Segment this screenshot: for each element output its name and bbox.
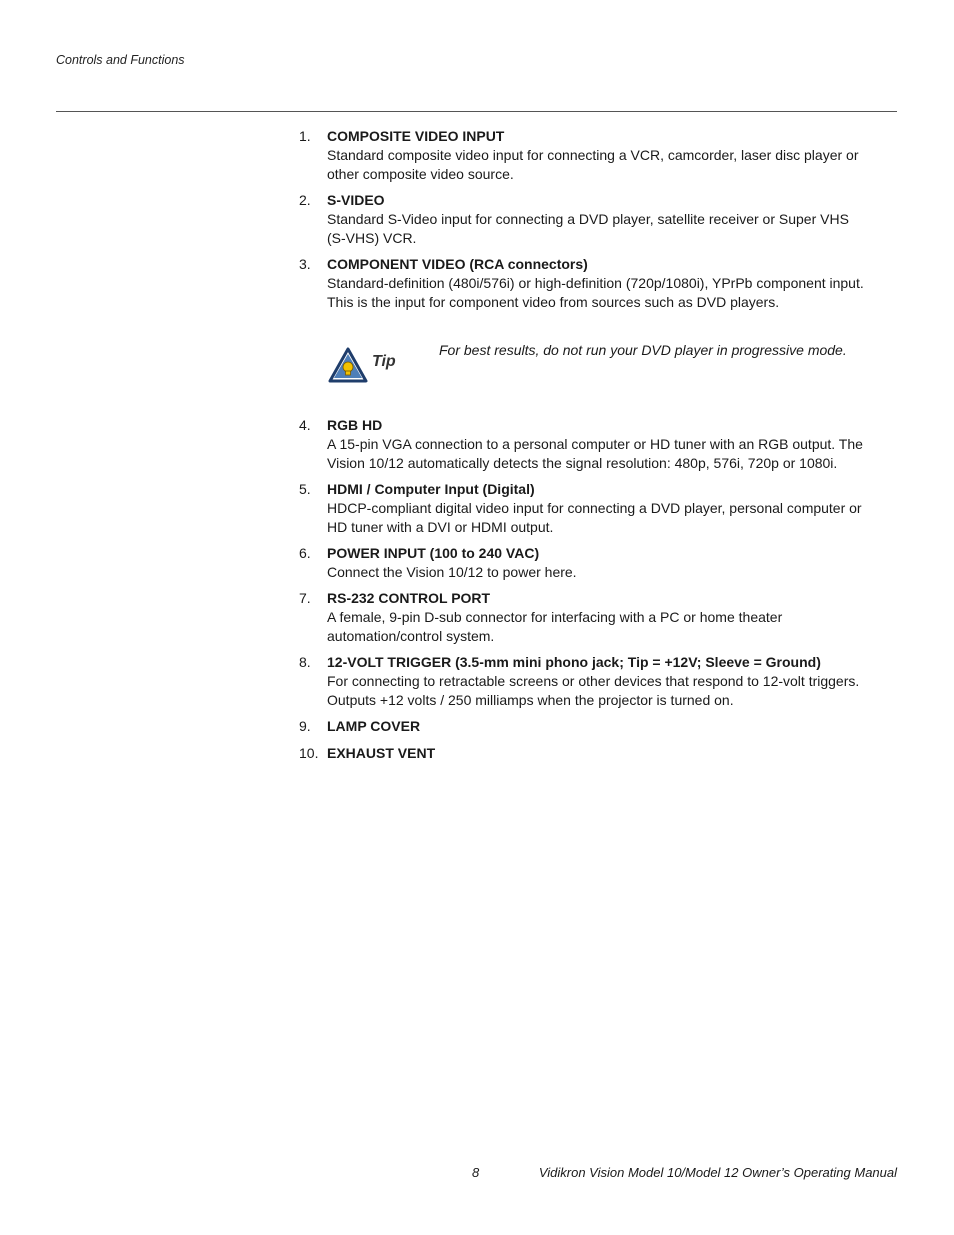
- item-number: 5.: [299, 481, 311, 497]
- item-description: Standard-definition (480i/576i) or high-definition (720p/1080i), YPrPb component input. This is the input for component video from sources such as DVD players.: [327, 275, 864, 310]
- item-title: 12-VOLT TRIGGER (3.5-mm mini phono jack; Tip = +12V; Sleeve = Ground): [327, 654, 821, 670]
- item-description: Standard S-Video input for connecting a DVD player, satellite receiver or Super VHS (S-VHS) VCR.: [327, 211, 849, 246]
- running-header: Controls and Functions: [56, 53, 185, 67]
- item-title: RGB HD: [327, 417, 383, 433]
- item-description: Standard composite video input for connecting a VCR, camcorder, laser disc player or other composite video source.: [327, 147, 859, 182]
- page-number: 8: [472, 1165, 480, 1180]
- item-description: For connecting to retractable screens or other devices that respond to 12-volt triggers. Outputs +12 volts / 250 milliamps when the projector is turned on.: [327, 673, 860, 708]
- item-description: Connect the Vision 10/12 to power here.: [327, 564, 577, 580]
- item-number: 1.: [299, 128, 311, 144]
- item-title: COMPONENT VIDEO (RCA connectors): [327, 256, 588, 272]
- item-number: 8.: [299, 654, 311, 670]
- item-title: LAMP COVER: [327, 718, 421, 734]
- item-number: 4.: [299, 417, 311, 433]
- item-title: S-VIDEO: [327, 192, 385, 208]
- item-title: EXHAUST VENT: [327, 745, 436, 761]
- item-number: 10.: [299, 745, 319, 761]
- item-number: 7.: [299, 590, 311, 606]
- item-description: HDCP-compliant digital video input for connecting a DVD player, personal computer or HD tuner with a DVI or HDMI output.: [327, 500, 862, 535]
- lightbulb-icon: [328, 347, 368, 383]
- item-description: A female, 9-pin D-sub connector for interfacing with a PC or home theater automation/control system.: [327, 609, 783, 644]
- item-number: 9.: [299, 718, 311, 734]
- item-title: HDMI / Computer Input (Digital): [327, 481, 535, 497]
- manual-title: Vidikron Vision Model 10/Model 12 Owner’s Operating Manual: [538, 1165, 897, 1180]
- item-number: 2.: [299, 192, 311, 208]
- item-title: RS-232 CONTROL PORT: [327, 590, 491, 606]
- item-title: COMPOSITE VIDEO INPUT: [327, 128, 505, 144]
- item-title: POWER INPUT (100 to 240 VAC): [327, 545, 540, 561]
- header-divider: [56, 111, 897, 112]
- item-description: A 15-pin VGA connection to a personal computer or HD tuner with an RGB output. The Vision 10/12 automatically detects the signal resolution: 480p, 576i, 720p or 1080i.: [327, 436, 863, 471]
- item-number: 6.: [299, 545, 311, 561]
- item-number: 3.: [299, 256, 311, 272]
- tip-text: For best results, do not run your DVD player in progressive mode.: [439, 342, 847, 358]
- tip-label: Tip: [372, 353, 396, 370]
